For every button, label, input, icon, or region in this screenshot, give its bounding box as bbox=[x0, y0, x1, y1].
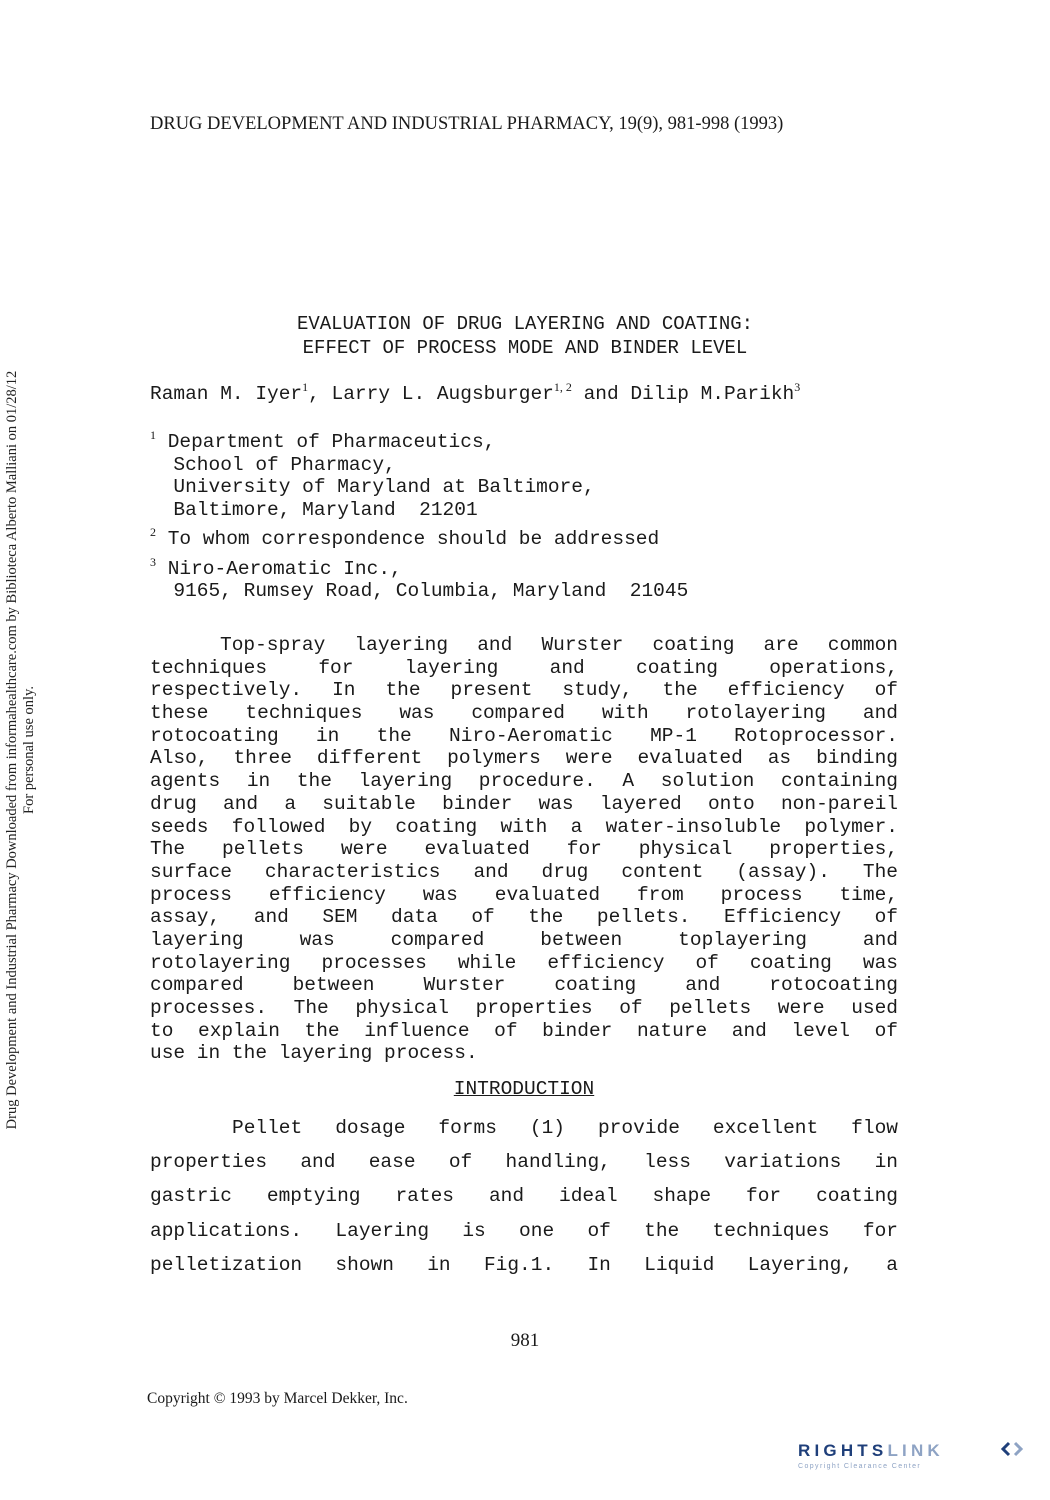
affiliation-number: 3 bbox=[150, 554, 156, 569]
author-name: Larry L. Augsburger bbox=[331, 383, 554, 405]
affiliation-text: To whom correspondence should be addressed bbox=[156, 528, 660, 550]
author-name: Dilip M.Parikh bbox=[630, 383, 795, 405]
rightslink-logo-rights: RIGHTS bbox=[798, 1441, 888, 1460]
author-separator: and bbox=[571, 383, 631, 405]
affiliation-text: 9165, Rumsey Road, Columbia, Maryland 21045 bbox=[150, 580, 689, 602]
rightslink-arrow-icon bbox=[1003, 1443, 1021, 1455]
rightslink-logo-subtitle: Copyright Clearance Center bbox=[798, 1463, 922, 1470]
abstract bbox=[150, 634, 898, 1065]
article-title bbox=[150, 312, 900, 360]
affiliation-number: 2 bbox=[150, 525, 156, 539]
abstract-line: use in the layering process. bbox=[150, 1042, 478, 1065]
watermark-line-2: For personal use only. bbox=[21, 686, 37, 814]
abstract-line: process efficiency was evaluated from process time, bbox=[150, 883, 898, 906]
introduction-body bbox=[150, 1111, 898, 1282]
body-text-line: Pellet dosage forms (1) provide excellent flow bbox=[232, 1117, 898, 1139]
abstract-line: processes. The physical properties of pellets were used bbox=[150, 997, 898, 1019]
abstract-line: agents in the layering procedure. A solution containing bbox=[150, 770, 898, 793]
abstract-line: Top-spray layering and Wurster coating are common bbox=[220, 634, 898, 656]
title-line-1: EVALUATION OF DRUG LAYERING AND COATING: bbox=[296, 313, 754, 335]
affiliation-text: Baltimore, Maryland 21201 bbox=[150, 498, 478, 521]
affiliation-number: 1 bbox=[150, 428, 156, 442]
affiliation-line bbox=[150, 476, 688, 499]
affiliation-line bbox=[150, 521, 688, 551]
copyright-notice: Copyright © 1993 by Marcel Dekker, Inc. bbox=[147, 1390, 408, 1407]
abstract-line: Also, three different polymers were evaluated as binding bbox=[150, 747, 898, 770]
title-line-2: EFFECT OF PROCESS MODE AND BINDER LEVEL bbox=[302, 337, 748, 359]
rightslink-logo-text bbox=[798, 1441, 944, 1460]
author-affiliation-mark: 3 bbox=[794, 380, 801, 394]
abstract-line: compared between Wurster coating and rotocoating bbox=[150, 974, 898, 997]
author-list bbox=[150, 380, 800, 405]
abstract-line: these techniques was compared with rotolayering and bbox=[150, 702, 898, 725]
body-text-line: properties and ease of handling, less variations in bbox=[150, 1151, 898, 1174]
author-separator: , bbox=[308, 383, 332, 405]
author-name: Raman M. Iyer bbox=[150, 383, 303, 405]
abstract-line: drug and a suitable binder was layered onto non-pareil bbox=[150, 792, 898, 815]
rightslink-logo[interactable] bbox=[798, 1438, 1033, 1472]
section-heading-introduction bbox=[150, 1078, 898, 1100]
abstract-line: assay, and SEM data of the pellets. Efficiency of bbox=[150, 906, 898, 929]
abstract-line: rotolayering processes while efficiency of coating was bbox=[150, 951, 898, 974]
body-text-line: pelletization shown in Fig.1. In Liquid Layering, a bbox=[150, 1253, 898, 1276]
author-affiliation-mark: 1, 2 bbox=[553, 380, 572, 394]
affiliation-text: Department of Pharmaceutics, bbox=[156, 431, 496, 453]
abstract-line: to explain the influence of binder nature and level of bbox=[150, 1019, 898, 1042]
abstract-line: The pellets were evaluated for physical properties, bbox=[150, 838, 898, 861]
journal-citation-header: DRUG DEVELOPMENT AND INDUSTRIAL PHARMACY, 19(9), 981-998 (1993) bbox=[150, 114, 784, 134]
abstract-line: surface characteristics and drug content (assay). The bbox=[150, 860, 898, 883]
download-watermark bbox=[4, 310, 38, 1190]
rightslink-logo-link: LINK bbox=[887, 1441, 944, 1460]
affiliation-line bbox=[150, 499, 688, 522]
section-heading-text: INTRODUCTION bbox=[453, 1078, 595, 1100]
abstract-line: layering was compared between toplayering and bbox=[150, 928, 898, 951]
page-number: 981 bbox=[510, 1330, 540, 1351]
affiliation-line bbox=[150, 454, 688, 477]
abstract-line: seeds followed by coating with a water-insoluble polymer. bbox=[150, 815, 898, 838]
affiliation-text: School of Pharmacy, bbox=[150, 453, 396, 476]
abstract-line: techniques for layering and coating operations, bbox=[150, 656, 898, 679]
affiliation-text: University of Maryland at Baltimore, bbox=[150, 476, 595, 498]
affiliations-block bbox=[150, 424, 688, 603]
abstract-line: respectively. In the present study, the efficiency of bbox=[150, 679, 898, 702]
author-affiliation-mark: 1 bbox=[302, 380, 309, 394]
affiliation-text: Niro-Aeromatic Inc., bbox=[156, 557, 402, 580]
affiliation-line bbox=[150, 551, 688, 581]
affiliation-line bbox=[150, 424, 688, 454]
body-text-line: gastric emptying rates and ideal shape for coating bbox=[150, 1185, 898, 1208]
affiliation-line bbox=[150, 580, 688, 603]
body-text-line: applications. Layering is one of the techniques for bbox=[150, 1219, 898, 1242]
watermark-line-1: Drug Development and Industrial Pharmacy Downloaded from informahealthcare.com by Biblioteca Alberto Malliani on 01/28/12 bbox=[4, 370, 20, 1130]
abstract-line: rotocoating in the Niro-Aeromatic MP-1 Rotoprocessor. bbox=[150, 724, 898, 747]
